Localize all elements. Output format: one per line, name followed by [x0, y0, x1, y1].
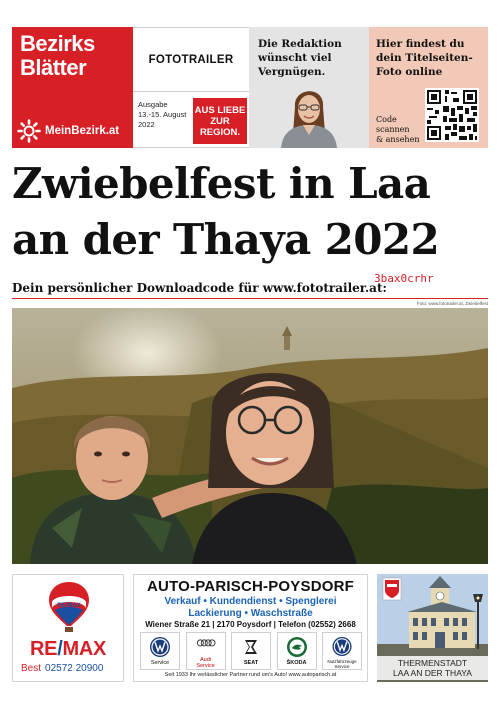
auto-services-line2: Lackierung • Waschstraße [188, 608, 313, 619]
remax-office: Best [21, 663, 42, 674]
auto-address: Wiener Straße 21 | 2170 Poysdorf | Telefon (02552) 2668 [145, 620, 356, 629]
fototrailer-block [133, 27, 249, 148]
meinbezirk-sun-icon [17, 119, 41, 143]
issue-info [138, 100, 192, 130]
audi-rings-icon [195, 636, 217, 655]
cover-photo-illustration [12, 308, 488, 564]
auto-brand-row [140, 632, 362, 670]
qr-title: Hier findest du dein Titelseiten-Foto online [376, 38, 473, 78]
remax-phone[interactable]: 02572 20900 [45, 663, 104, 674]
remax-name-right: MAX [62, 638, 106, 660]
brand-box-skoda [277, 632, 317, 670]
section-title: FOTOTRAILER [133, 28, 249, 92]
remax-balloon-icon [47, 580, 91, 634]
brand-label-vw: Service [150, 660, 170, 666]
city-caption: THERMENSTADT LAA AN DER THAYA [377, 656, 488, 680]
brand-label-vw-commercial: Nutzfahrzeuge Service [327, 659, 357, 669]
issue-label: Ausgabe [138, 100, 168, 109]
vw-commercial-logo-icon [331, 636, 353, 657]
brand-box-vw [140, 632, 180, 670]
auto-services-line1: Verkauf • Kundendienst • Spenglerei [164, 596, 337, 607]
remax-ad[interactable] [12, 574, 124, 682]
editor-portrait [273, 77, 345, 148]
brand-label-seat: SEAT [243, 660, 259, 666]
auto-footer: Seit 1933 Ihr verlässlicher Partner rund um's Auto! www.autoparisch.at [164, 672, 337, 678]
brand-block [12, 27, 133, 148]
brand-site[interactable] [17, 119, 119, 143]
brand-name: Bezirks Blätter [20, 31, 95, 80]
download-code[interactable]: 3bax0crhr [374, 272, 434, 285]
remax-name-left: RE [30, 638, 58, 660]
qr-block [369, 27, 488, 148]
divider [12, 298, 488, 299]
brand-label-audi: Audi Service [196, 657, 215, 669]
vw-logo-icon [149, 636, 171, 658]
brand-box-seat [231, 632, 271, 670]
remax-balloon-text: RE/MAX [57, 603, 81, 609]
editor-block [249, 27, 369, 148]
qr-hint: Code scannen & ansehen [376, 115, 420, 144]
photo-credit: Foto: www.fototrailer.at, Zwiebelfest [416, 301, 488, 306]
headline: Zwiebelfest in Laa an der Thaya 2022 [12, 159, 440, 264]
qr-code[interactable] [425, 88, 479, 142]
auto-name: AUTO-PARISCH-POYSDORF [147, 578, 354, 595]
remax-name-slash: / [57, 638, 63, 660]
cover-photo [12, 308, 488, 564]
remax-name [13, 638, 123, 661]
brand-box-vw-commercial [322, 632, 362, 670]
auto-parisch-ad[interactable] [133, 574, 368, 682]
brand-box-audi [186, 632, 226, 670]
skoda-logo-icon [286, 636, 308, 658]
download-label: Dein persönlicher Downloadcode für www.fototrailer.at: [12, 281, 387, 295]
brand-label-skoda: ŠKODA [286, 660, 307, 666]
auto-services [134, 596, 367, 620]
issue-date: 13.-15. August 2022 [138, 110, 187, 129]
brand-site-label: MeinBezirk.at [45, 125, 120, 137]
remax-contact [21, 663, 103, 674]
editor-message: Die Redaktion wünscht viel Vergnügen. [258, 38, 342, 78]
city-ad[interactable] [377, 574, 488, 682]
seat-logo-icon [240, 636, 262, 658]
slogan-badge: AUS LIEBE ZUR REGION. [193, 98, 247, 144]
